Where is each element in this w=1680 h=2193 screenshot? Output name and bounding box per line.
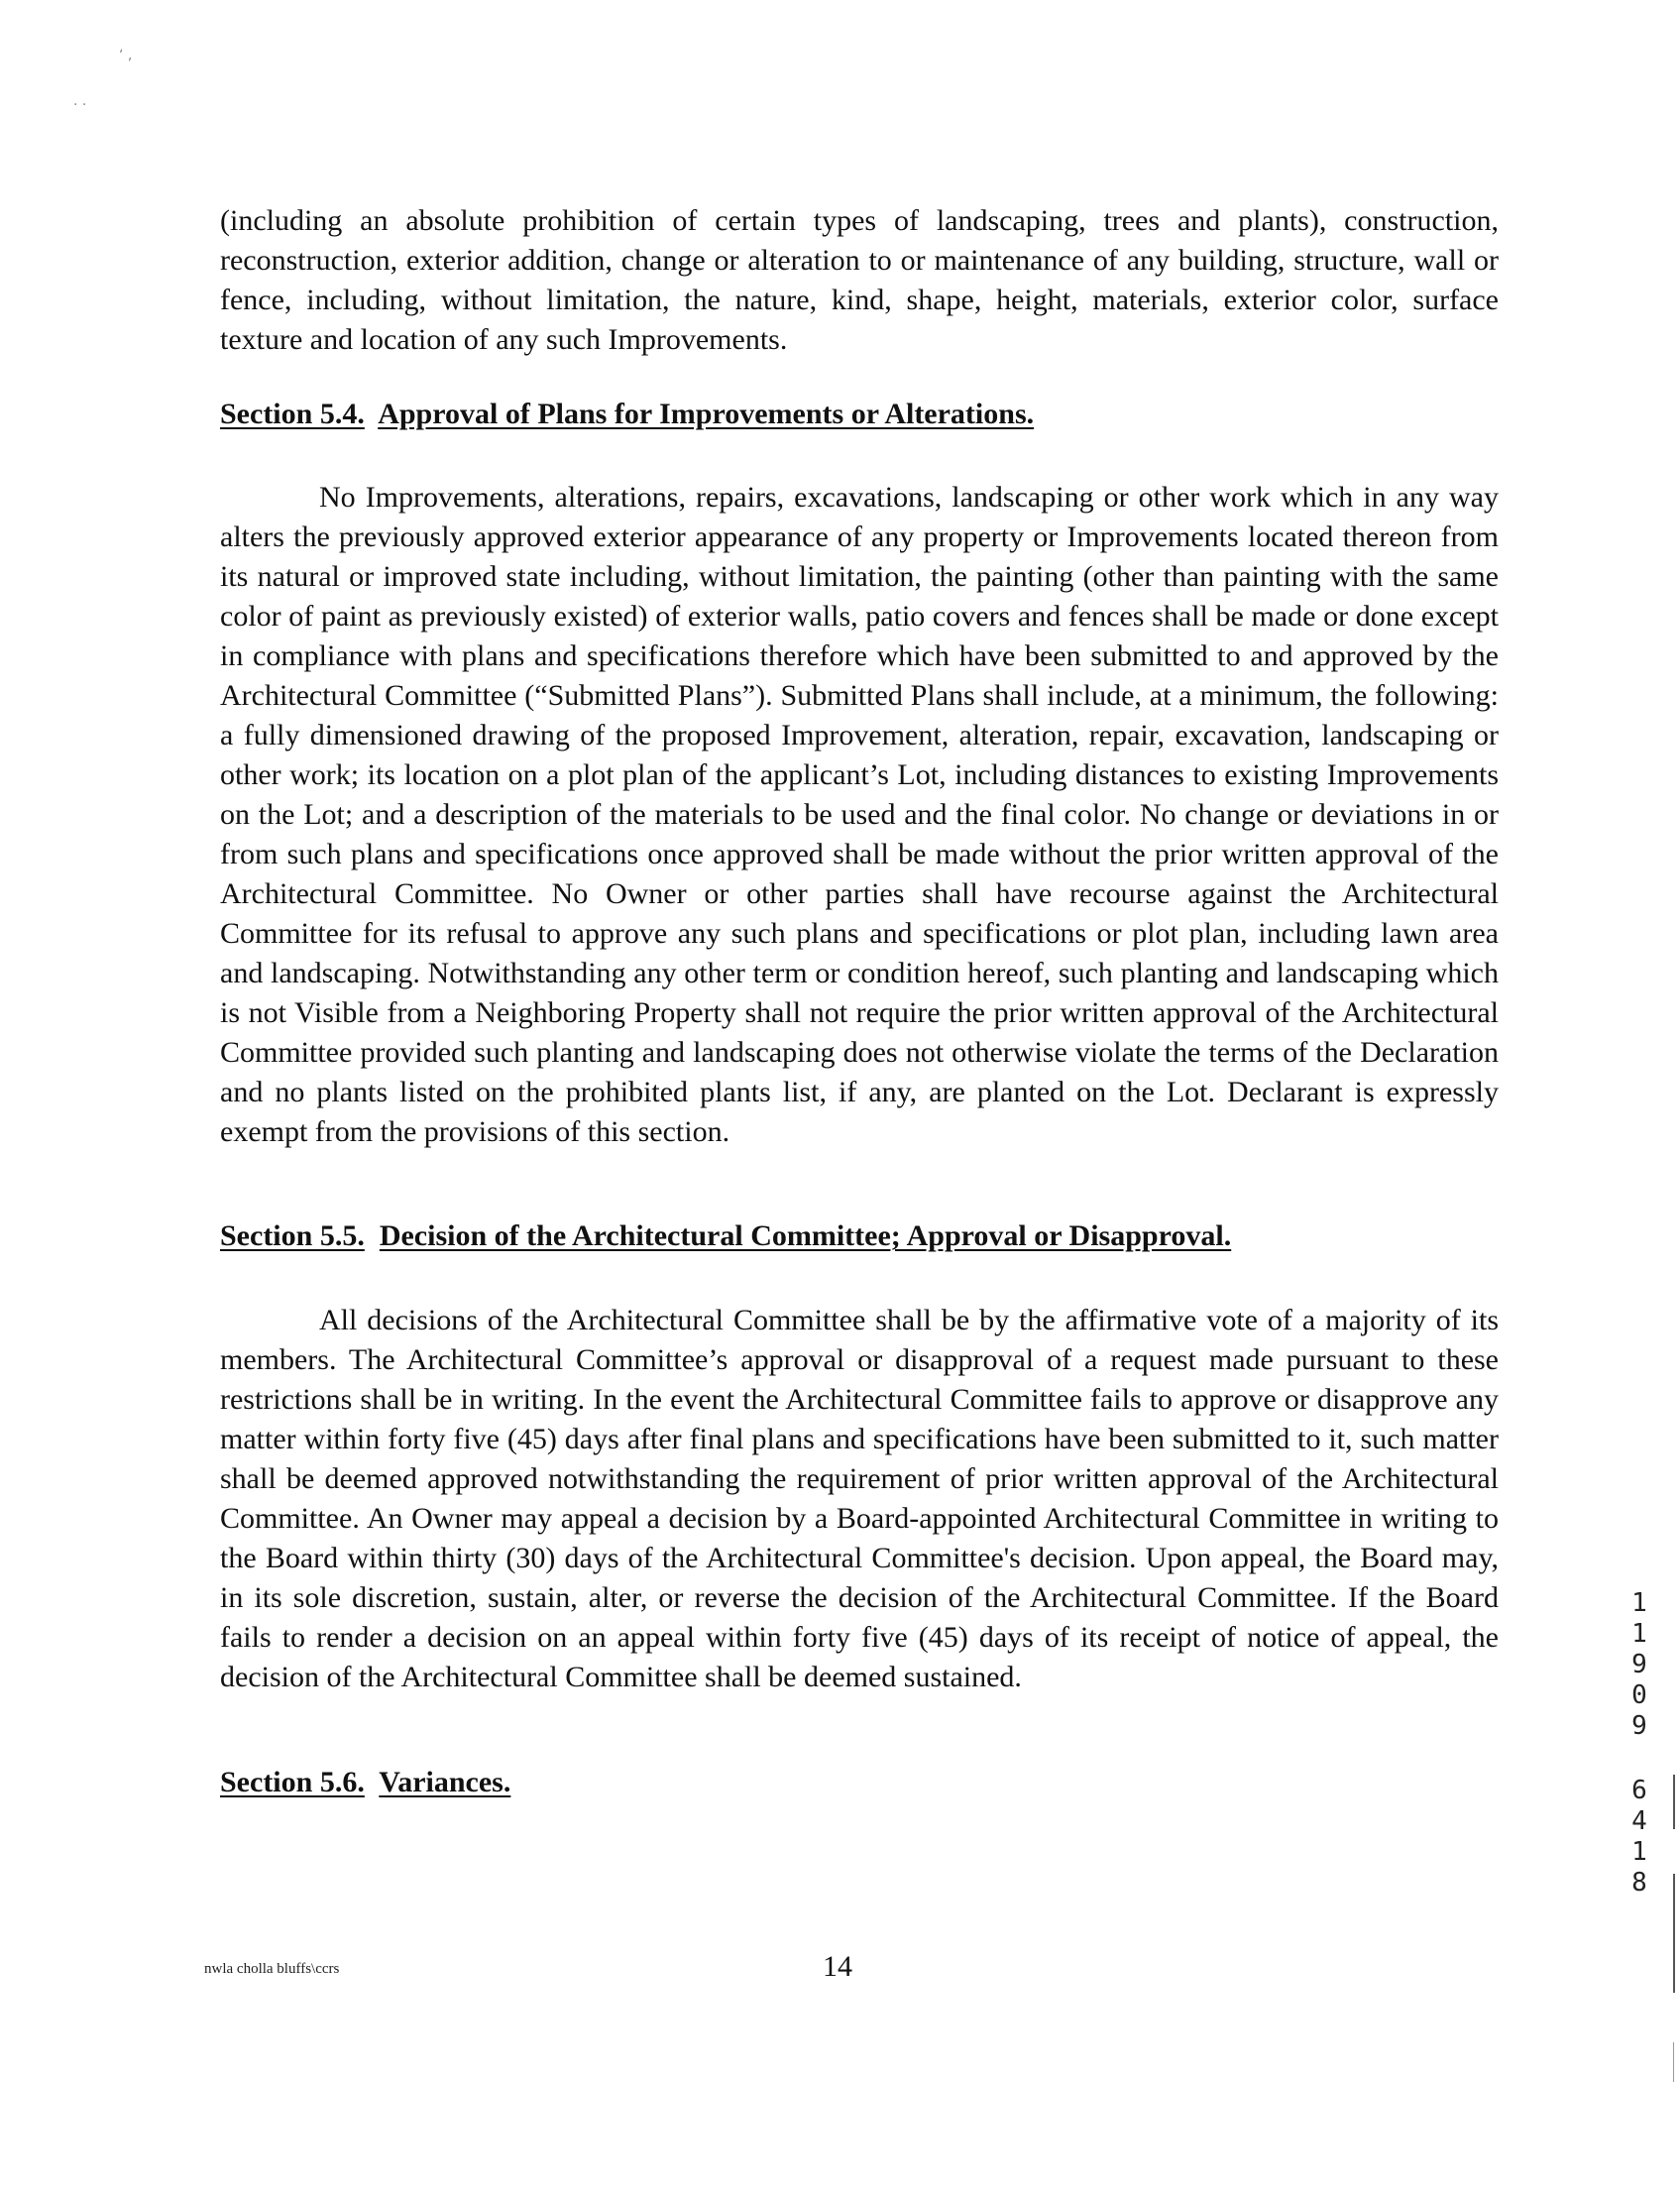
scan-edge-mark xyxy=(1673,1874,1675,1993)
section-5-5-heading xyxy=(220,1216,1499,1256)
section-title: Decision of the Architectural Committee; Approval or Disapproval. xyxy=(379,1219,1232,1252)
intro-paragraph: (including an absolute prohibition of certain types of landscaping, trees and plants), construction, reconstruction, exterior addition, change or alteration to or maintenance of any building, structure, wall or fence, including, without limitation, the nature, kind, shape, height, materials, exterior color, surface texture and location of any such Improvements. xyxy=(220,204,1499,356)
stamp-digit: 0 xyxy=(1631,1680,1647,1710)
section-5-4-heading xyxy=(220,395,1499,434)
stamp-digit: 9 xyxy=(1631,1650,1647,1679)
stamp-digit: 1 xyxy=(1631,1619,1647,1649)
section-title: Variances. xyxy=(379,1766,511,1798)
stamp-digit: 4 xyxy=(1631,1806,1647,1836)
stamp-gap xyxy=(1625,1742,1653,1776)
section-5-4-body: No Improvements, alterations, repairs, excavations, landscaping or other work which in any way alters the previously approved exterior appearance of any property or Improvements located thereon from its natural or improved state including, without limitation, the painting (other than painting with the same color of paint as previously existed) of exterior walls, patio covers and fences shall be made or done except in compliance with plans and specifications therefore which have been submitted to and approved by the Architectural Committee (“Submitted Plans”). Submitted Plans shall include, at a minimum, the following: a fully dimensioned drawing of the proposed Improvement, alteration, repair, excavation, landscaping or other work; its location on a plot plan of the applicant’s Lot, including distances to existing Improvements on the Lot; and a description of the materials to be used and the final color. No change or deviations in or from such plans and specifications once approved shall be made without the prior written approval of the Architectural Committee. No Owner or other parties shall have recourse against the Architectural Committee for its refusal to approve any such plans and specifications or plot plan, including lawn area and landscaping. Notwithstanding any other term or condition hereof, such planting and landscaping which is not Visible from a Neighboring Property shall not require the prior written approval of the Architectural Committee provided such planting and landscaping does not otherwise violate the terms of the Declaration and no plants listed on the prohibited plants list, if any, are planted on the Lot. Declarant is expressly exempt from the provisions of this section. xyxy=(220,481,1499,1148)
scan-edge-mark xyxy=(1673,1775,1675,1829)
section-number: Section 5.6. xyxy=(220,1766,365,1798)
scan-artifact-dots: · · xyxy=(73,97,87,113)
section-number: Section 5.4. xyxy=(220,398,365,430)
recording-stamp-number xyxy=(1625,1588,1653,1899)
stamp-digit: 9 xyxy=(1631,1711,1647,1741)
stamp-digit: 8 xyxy=(1631,1868,1647,1898)
page-number: 14 xyxy=(823,1950,852,1983)
stamp-digit: 6 xyxy=(1631,1776,1647,1805)
scan-edge-mark xyxy=(1673,2042,1674,2082)
section-5-6-heading xyxy=(220,1763,1499,1802)
section-5-5-body: All decisions of the Architectural Committee shall be by the affirmative vote of a majority of its members. The Architectural Committee’s approval or disapproval of a request made pursuant to these restrictions shall be in writing. In the event the Architectural Committee fails to approve or disapprove any matter within forty five (45) days after final plans and specifications have been submitted to it, such matter shall be deemed approved notwithstanding the requirement of prior written approval of the Architectural Committee. An Owner may appeal a decision by a Board-appointed Architectural Committee in writing to the Board within thirty (30) days of the Architectural Committee's decision. Upon appeal, the Board may, in its sole discretion, sustain, alter, or reverse the decision of the Architectural Committee. If the Board fails to render a decision on an appeal within forty five (45) days of its receipt of notice of appeal, the decision of the Architectural Committee shall be deemed sustained. xyxy=(220,1304,1499,1693)
stamp-digit: 1 xyxy=(1631,1588,1647,1618)
footer-file-path: nwla cholla bluffs\ccrs xyxy=(204,1961,340,1977)
scan-artifact-dots: ‘ , xyxy=(119,48,133,63)
section-title: Approval of Plans for Improvements or Alterations. xyxy=(378,398,1035,430)
section-number: Section 5.5. xyxy=(220,1219,365,1252)
stamp-digit: 1 xyxy=(1631,1837,1647,1867)
